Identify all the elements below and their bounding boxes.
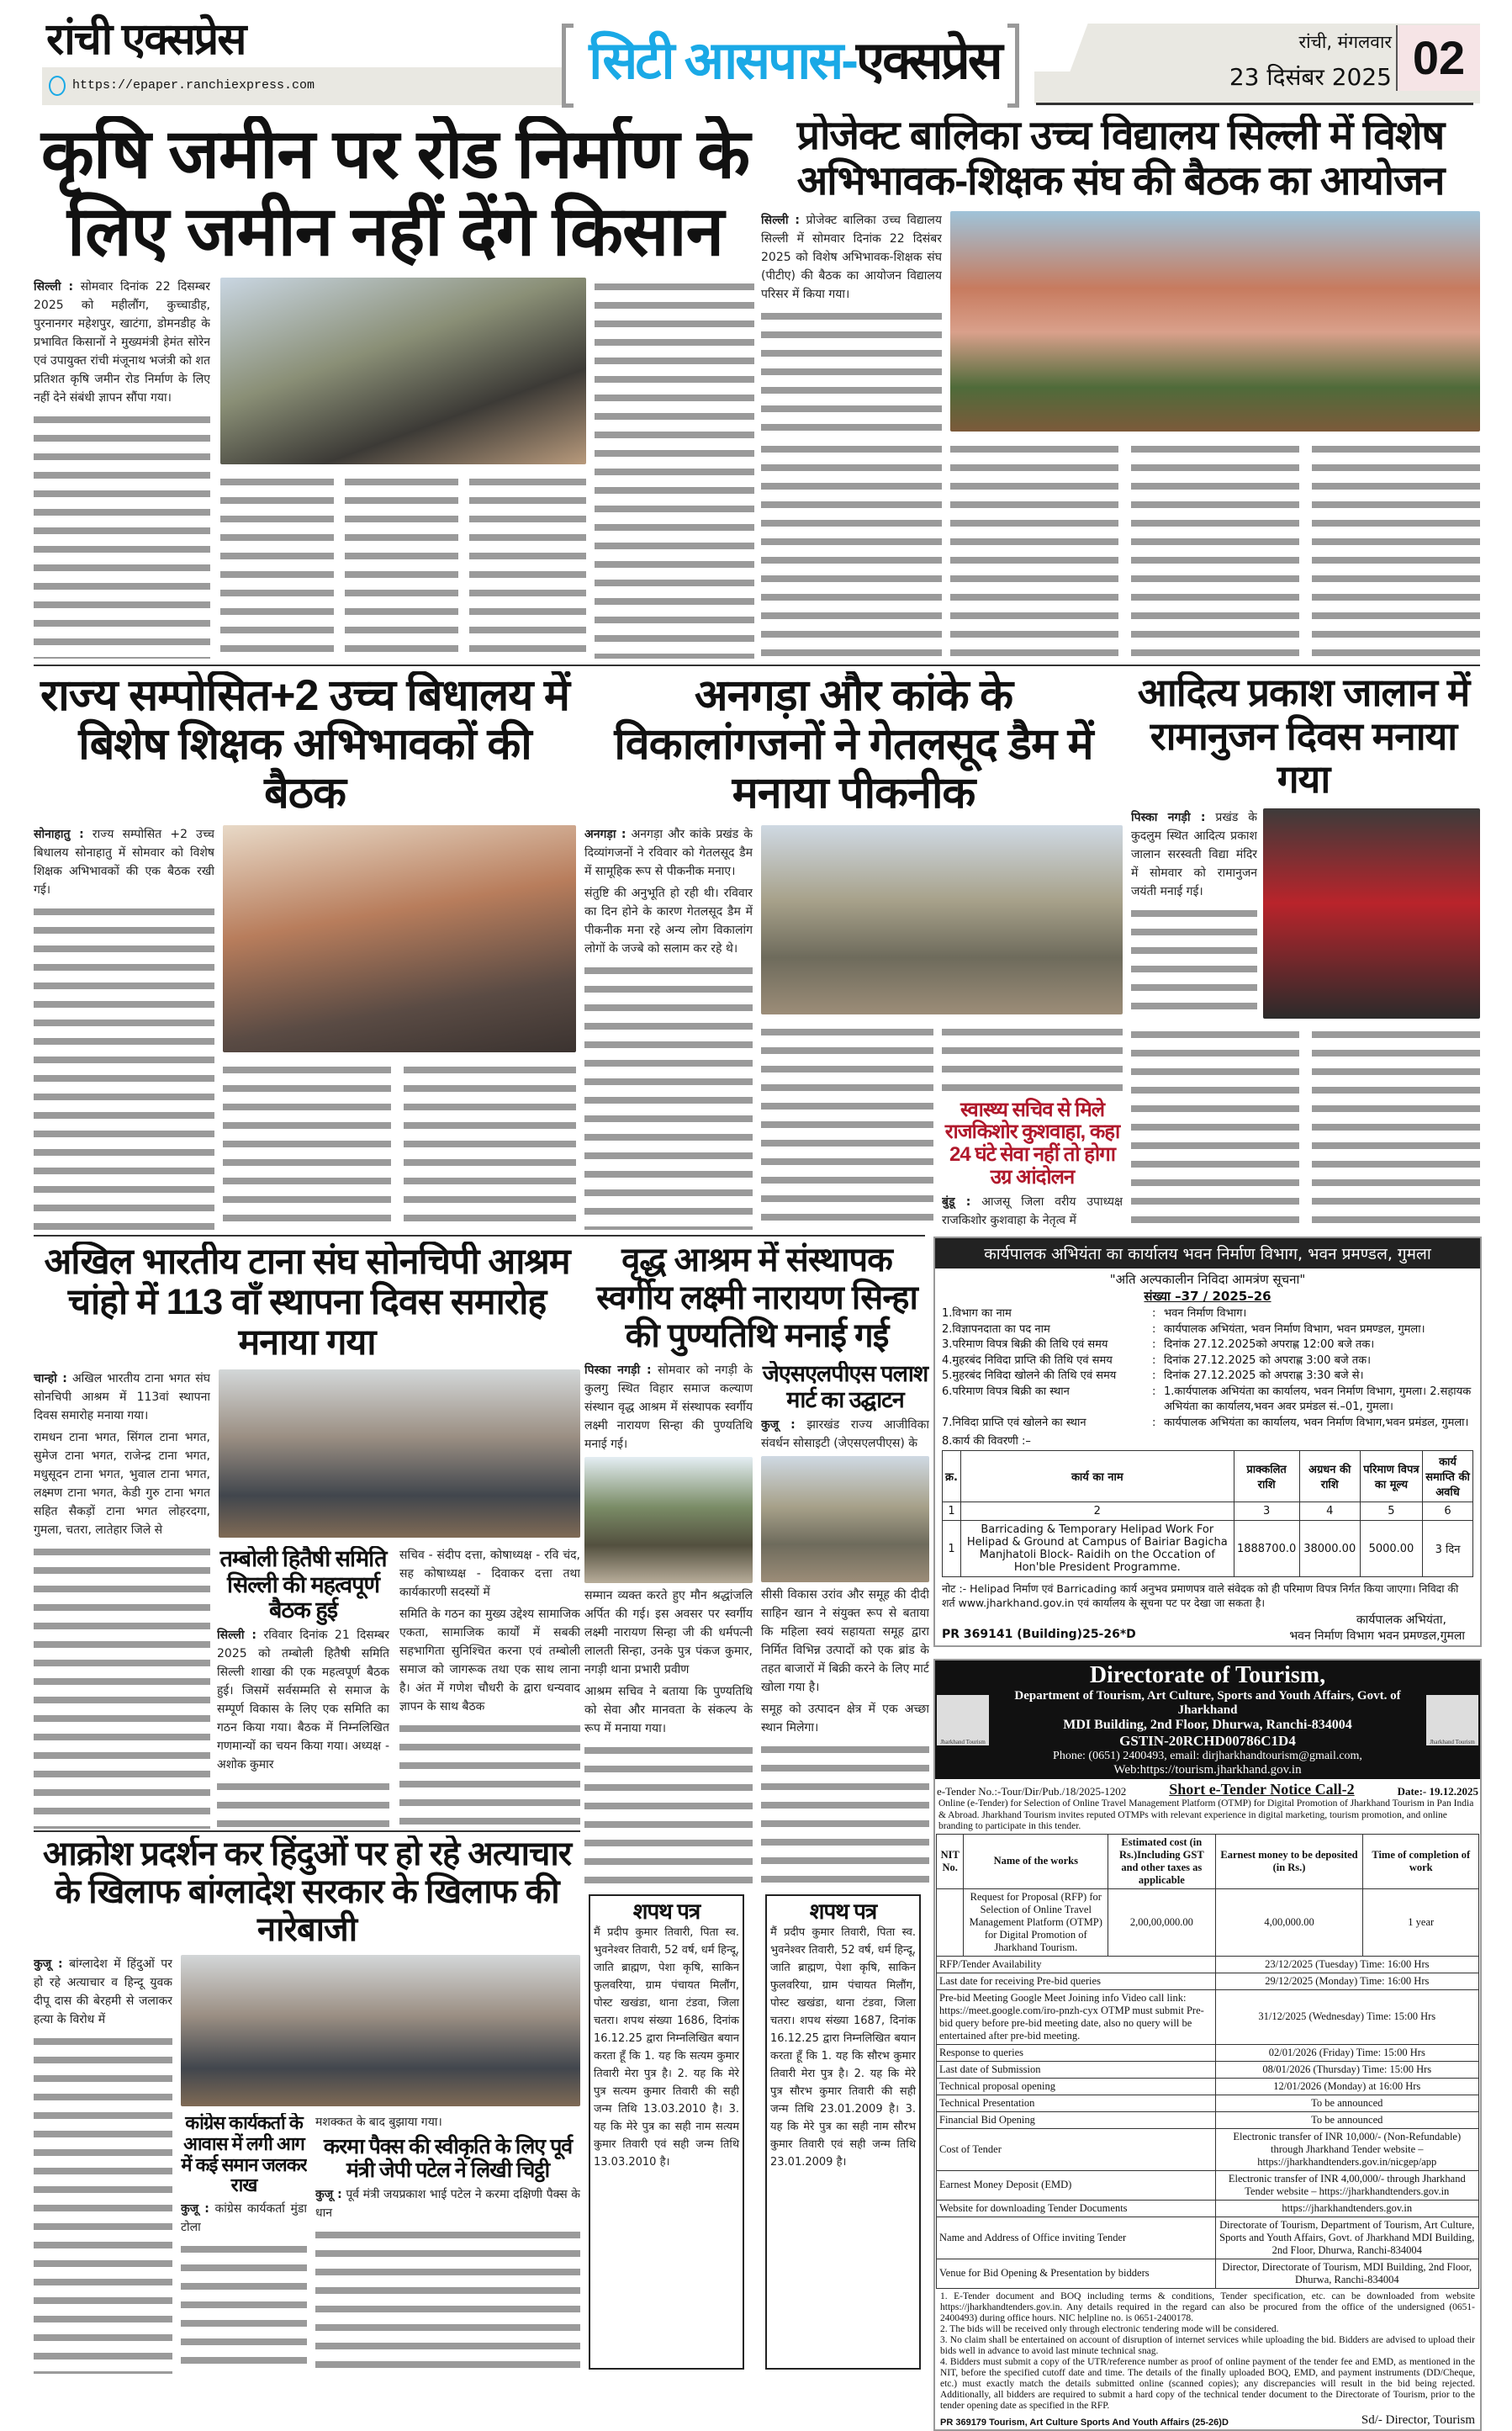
story-text: सचिव - संदीप दत्ता, कोषाध्यक्ष - रवि चंद, सह कोषाध्यक्ष - दिवाकर दत्ता तथा कार्यकारणी सदस्यों में [399, 1549, 580, 1600]
text-column [761, 1023, 933, 1230]
table-index: 6 [1423, 1502, 1473, 1521]
field-label: 3.परिमाण विपत्र बिक्री की तिथि एवं समय [942, 1338, 1108, 1351]
table-header: Name of the works [964, 1834, 1108, 1888]
text-column [315, 2226, 580, 2374]
ad-pr: PR 369141 (Building)25-26*D [942, 1628, 1136, 1641]
schedule-label: Name and Address of Office inviting Tender [937, 2216, 1216, 2259]
text-column [584, 961, 753, 1230]
story-text: बांग्लादेश में हिंदुओं पर हो रहे अत्याचार व हिन्दू युवक दीपू दास की बेरहमी से जलाकर हत्या के विरोध में [34, 1957, 172, 2027]
schedule-label: Technical proposal opening [937, 2078, 1216, 2095]
headline-swasthya: स्वास्थ्य सचिव से मिले राजकिशोर कुशवाहा, कहा 24 घंटे सेवा नहीं तो होगा उग्र आंदोलन [944, 1098, 1120, 1189]
schedule-label: Financial Bid Opening [937, 2111, 1216, 2128]
story-text: पूर्व मंत्री जयप्रकाश भाई पटेल ने करमा दक्षिणी पैक्स के धान [315, 2188, 580, 2221]
field-value: दिनांक 27.12.2025 को अपराह्ण 3:00 बजे तक। [1164, 1353, 1372, 1367]
text-column [217, 1777, 389, 1829]
schedule-row [937, 2044, 1479, 2061]
story-balika-col1 [761, 211, 942, 432]
text-column [469, 473, 586, 659]
text-column [34, 410, 210, 659]
story-angara-col1 [584, 825, 753, 1230]
schedule-value: 02/01/2026 (Friday) Time: 15:00 Hrs [1215, 2044, 1478, 2061]
bracket-right [1007, 24, 1019, 108]
field-label: 4.मुहरबंद निविदा प्राप्ति की तिथि एवं समय [942, 1353, 1113, 1367]
schedule-label: Last date for receiving Pre-bid queries [937, 1973, 1216, 1989]
photo-farmers [220, 278, 586, 464]
text-column [950, 440, 1118, 659]
headline-karma: करमा पैक्स की स्वीकृति के लिए पूर्व मंत्री जेपी पटेल ने लिखी चिट्ठी [323, 2135, 573, 2183]
ad-header: कार्यपालक अभियंता का कार्यालय भवन निर्माण विभाग, भवन प्रमण्डल, गुमला [935, 1238, 1480, 1268]
table-index: 4 [1299, 1502, 1360, 1521]
date-rule [1036, 103, 1473, 105]
ad-number: संख्या –37 / 2025–26 [1144, 1289, 1271, 1304]
schedule-row [937, 1989, 1479, 2044]
headline-sonahatu: राज्य सम्पोसित+2 उच्च बिधालय में बिशेष शिक्षक अभिभावकों की बैठक [40, 671, 569, 818]
text-column [223, 1061, 391, 1230]
story-text: रविवार दिनांक 21 दिसम्बर 2025 को तम्बोली हितैषी समिति सिल्ली शाखा की एक महत्वपूर्ण बैठक हुई। जिसमें सर्वसम्मति से समाज के सम्पूर्ण विकास के लिए एक समिति का गठन किया गया। बैठक में निम्नलिखित गणमान्यों का चयन किया गया। अध्यक्ष - अशोक कुमार [217, 1629, 389, 1772]
ad-field-row [942, 1369, 1473, 1385]
headline-tamboli: तम्बोली हितैषी समिति सिल्ली की महत्वपूर्ण बैठक हुई [219, 1546, 387, 1623]
story-tana-content [34, 1369, 580, 1829]
text-column [404, 1061, 576, 1230]
schedule-label: Response to queries [937, 2044, 1216, 2061]
schedule-value: Electronic transfer of INR 10,000/- (Non-Refundable) through Jharkhand Tender website – https://jharkhandtenders.gov.in/nicgep/app [1215, 2128, 1478, 2170]
ad-field-row [942, 1416, 1473, 1432]
table-header: Earnest money to be deposited (in Rs.) [1215, 1834, 1363, 1888]
table-cell: 5000.00 [1360, 1521, 1422, 1577]
story-aakrosh [34, 1835, 580, 2374]
dateline: सिल्ली : [217, 1629, 257, 1643]
tender-number: e-Tender No.:-Tour/Dir/Pub./18/2025-1202 [937, 1785, 1127, 1798]
schedule-value: Electronic transfer of INR 4,00,000/- through Jharkhand Tender website – https://jharkhandtenders.gov.in [1215, 2170, 1478, 2200]
dateline: सिल्ली : [761, 213, 801, 227]
story-text: अखिल भारतीय टाना भगत संघ सोनचिपी आश्रम में 113वां स्थापना दिवस समारोह मनाया गया। [34, 1372, 210, 1423]
dateline: पिस्का नगड़ी : [1131, 810, 1206, 824]
tourism-table [936, 1834, 1479, 2289]
field-colon: : [1152, 1385, 1156, 1398]
table-index: 3 [1234, 1502, 1299, 1521]
story-balika [761, 114, 1480, 659]
story-tana-col1 [34, 1369, 210, 1829]
photo-ramanujan [1263, 808, 1480, 1019]
text-column [584, 1741, 753, 1889]
schedule-row [937, 1973, 1479, 1989]
story-text: अनगड़ा और कांके प्रखंड के दिव्यांगजनों ने रविवार को गेतलसूद डैम में सामूहिक रूप से पीकनीक मनाए। [584, 827, 753, 878]
story-angara [584, 671, 1123, 1230]
story-congress [181, 2113, 307, 2374]
divider [34, 665, 1480, 666]
text-column [34, 903, 214, 1230]
photo-protest [181, 1955, 580, 2106]
tender-note: 3. No claim shall be entertained on account of disruption of internet services while uploading the bid. Bidders are advised to upload their bids well in advance to avoid last minute technical snag. [940, 2334, 1475, 2356]
headline-aakrosh: आक्रोश प्रदर्शन कर हिंदुओं पर हो रहे अत्याचार के खिलाफ बांग्लादेश सरकार के खिलाफ की नारेबाजी [42, 1835, 572, 1948]
field-value: भवन निर्माण विभाग। [1164, 1307, 1247, 1320]
story-angara-content [584, 825, 1123, 1230]
jharkhand-tourism-logo-left: Jharkhand Tourism [937, 1695, 989, 1745]
text-column [34, 1543, 210, 1829]
headline-tana: अखिल भारतीय टाना संघ सोनचिपी आश्रम चांहो में 113 वाँ स्थापना दिवस समारोह मनाया गया [44, 1242, 570, 1364]
ad-title: "अति अल्पकालीन निविदा आमत्रंण सूचना" [1109, 1272, 1306, 1287]
tourism-dept: Department of Tourism, Art Culture, Sports and Youth Affairs, Govt. of Jharkhand [1014, 1689, 1401, 1717]
ads-column [933, 1237, 1482, 2431]
table-cell: Request for Proposal (RFP) for Selection of Online Travel Management Platform (OTMP) for Digital Promotion of Jharkhand Tourism. [964, 1888, 1108, 1956]
table-index: 5 [1360, 1502, 1422, 1521]
issue-date: 23 दिसंबर 2025 [1229, 63, 1392, 91]
text-column [1312, 1025, 1480, 1230]
photo-tana [219, 1369, 580, 1538]
schedule-row [937, 2061, 1479, 2078]
story-text: सीसी विकास उरांव और समूह की दीदी साहिन खान ने संयुक्त रूप से बताया कि महिला स्वयं सहायता समूह द्वारा निर्मित विभिन्न उत्पादों को एक ब्रांड के तहत बाजारों में बिक्री करने के लिए मार्ट खोला गया है। [761, 1587, 929, 1694]
story-text: आश्रम सचिव ने बताया कि पुण्यतिथि को सेवा और मानवता के संकल्प के रूप में मनाया गया। [584, 1685, 753, 1736]
schedule-row [937, 2111, 1479, 2128]
text-column [761, 440, 942, 659]
text-column [345, 473, 458, 659]
notice-title: Short e-Tender Notice Call-2 [1169, 1781, 1355, 1798]
table-cell: 2,00,00,000.00 [1108, 1888, 1215, 1956]
schedule-value: 08/01/2026 (Thursday) Time: 15:00 Hrs [1215, 2061, 1478, 2078]
ad-field-row [942, 1306, 1473, 1322]
story-text: झारखंड राज्य आजीविका संवर्धन सोसाइटी (जेएसएलपीएस) के [761, 1417, 929, 1450]
tender-date: Date:- 19.12.2025 [1397, 1785, 1478, 1798]
tender-ad-building [933, 1237, 1482, 1647]
tender-ad-tourism [933, 1659, 1482, 2431]
field-colon: : [1152, 1322, 1156, 1336]
table-cell: Barricading & Temporary Helipad Work For Helipad & Ground at Campus of Bairiar Bagicha Manjhatoli Block- Raidih on the Occation of Hon'ble President Programme. [960, 1521, 1234, 1577]
field-colon: : [1152, 1416, 1156, 1429]
field-label: 7.निविदा प्राप्ति एवं खोलने का स्थान [942, 1416, 1086, 1429]
ad-note: नोट :- Helipad निर्माण एवं Barricading कार्य अनुभव प्रमाणपत्र वाले संवेदक को ही परिमाण विपत्र निर्गत किया जाएगा। निविदा की शर्त www.jharkhand.gov.in एवं कार्यालय के सूचना पट पर देखा जा सकता है। [942, 1582, 1459, 1609]
dateline: कुजू : [315, 2188, 342, 2202]
tourism-address: MDI Building, 2nd Floor, Dhurwa, Ranchi-834004 [1063, 1718, 1352, 1732]
story-vriddh-content [584, 1361, 929, 1889]
schedule-row [937, 2259, 1479, 2288]
schedule-label: Website for downloading Tender Documents [937, 2200, 1216, 2216]
photo-school [950, 211, 1480, 432]
dateline: सोनाहातु : [34, 827, 84, 841]
schedule-label: Technical Presentation [937, 2095, 1216, 2111]
schedule-value: 12/01/2026 (Monday) at 16:00 Hrs [1215, 2078, 1478, 2095]
schedule-value: Director, Directorate of Tourism, MDI Building, 2nd Floor, Dhurwa, Ranchi-834004 [1215, 2259, 1478, 2288]
schedule-value: To be announced [1215, 2111, 1478, 2128]
table-header: क्र. [943, 1451, 961, 1502]
globe-icon [49, 76, 66, 96]
affidavit-text: मैं प्रदीप कुमार तिवारी, पिता स्व. भुवनेश्वर तिवारी, 52 वर्ष, धर्म हिन्दू, जाति ब्राह्मण, पेशा कृषि, साकिन फुलवरिया, ग्राम पंचायत मिलौंग, पोस्ट खखंडा, थाना टंडवा, जिला चतरा। शपथ संख्या 1686, दिनांक 16.12.25 द्वारा निम्नलिखित बयान करता हूँ कि 1. यह कि सत्यम कुमार तिवारी मेरा पुत्र है। 2. यह कि मेरे पुत्र सत्यम कुमार तिवारी की सही जन्म तिथि 13.03.2010 है। 3. यह कि मेरे पुत्र का सही नाम सत्यम कुमार तिवारी एवं सही जन्म तिथि 13.03.2010 है। [594, 1926, 740, 2169]
story-tana [34, 1242, 580, 1829]
epaper-url[interactable]: https://epaper.ranchiexpress.com [72, 78, 315, 93]
work-label: 8.कार्य की विवरणी :– [942, 1435, 1031, 1448]
headline-balika: प्रोजेक्ट बालिका उच्च विद्यालय सिल्ली में विशेष अभिभावक-शिक्षक संघ की बैठक का आयोजन [796, 114, 1445, 204]
ad-fields [935, 1305, 1480, 1433]
table-header: कार्य का नाम [960, 1451, 1234, 1502]
jharkhand-tourism-logo-right: Jharkhand Tourism [1426, 1695, 1478, 1745]
field-colon: : [1152, 1353, 1156, 1367]
headline-jalan: आदित्य प्रकाश जालान में रामानुजन दिवस मनाया गया [1137, 671, 1470, 802]
schedule-label: Pre-bid Meeting Google Meet Joining info Video call link: https://meet.google.com/iro-pnzh-cyx OTMP must submit Pre-bid query before pre-bid meeting date, also no query will be entertained after pre-bid meeting. [937, 1989, 1216, 2044]
story-sonahatu [34, 671, 576, 1230]
photo-picnic [761, 825, 1123, 1014]
story-text: मशक्कत के बाद बुझाया गया। [315, 2116, 442, 2130]
table-header: Estimated cost (in Rs.)Including GST and other taxes as applicable [1108, 1834, 1215, 1888]
affidavit-title: शपथ पत्र [809, 1899, 877, 1924]
dateline: बुंडू : [942, 1195, 971, 1209]
photo-mart [761, 1456, 929, 1582]
text-column [1131, 1025, 1299, 1230]
story-tamboli-col2 [399, 1546, 580, 1829]
bracket-left [562, 24, 574, 108]
table-cell: 4,00,000.00 [1215, 1888, 1363, 1956]
field-value: 1.कार्यपालक अभियंता का कार्यालय, भवन निर्माण विभाग, गुमला। 2.सहायक अभियंता का कार्यालय,भवन अवर प्रमंडल सं.–01, गुमला। [1164, 1385, 1472, 1413]
story-text: समूह को उत्पादन क्षेत्र में एक अच्छा स्थान मिलेगा। [761, 1702, 929, 1735]
tourism-web[interactable]: Web:https://tourism.jharkhand.gov.in [1113, 1763, 1302, 1777]
divider [34, 1830, 580, 1832]
section-title [580, 32, 1009, 90]
story-text: सोमवार को नगड़ी के कुलगु स्थित विहार समाज कल्याण संस्थान वृद्ध आश्रम में संस्थापक स्वर्गीय लक्ष्मी नारायण सिन्हा की पुण्यतिथि मनाई गई। [584, 1364, 753, 1452]
field-colon: : [1152, 1369, 1156, 1382]
table-index: 2 [960, 1502, 1234, 1521]
photo-ashram [584, 1457, 753, 1583]
ad-field-row [942, 1337, 1473, 1353]
story-jalan-content [1127, 808, 1480, 1230]
story-jslps [761, 1361, 929, 1889]
place-day: रांची, मंगलवार [1298, 32, 1392, 52]
text-column [399, 1719, 580, 1829]
schedule-row [937, 2216, 1479, 2259]
text-column [1131, 904, 1257, 1019]
story-text: सोमवार दिनांक 22 दिसम्बर 2025 को महीलौंग, कुच्चाडीह, पुरनानगर महेशपुर, खाटंगा, डोमनडीह के प्रभावित किसानों ने मुख्यमंत्री हेमंत सोरेन एवं उपायुक्त रांची मंजूनाथ भजंत्री को शत प्रतिशत कृषि जमीन रोड निर्माण के लिए नहीं देने संबंधी ज्ञापन सौंपा गया। [34, 279, 210, 405]
story-jalan-col1 [1131, 808, 1257, 1019]
text-column [761, 1740, 929, 1889]
tourism-gstin: GSTIN-20RCHD00786C1D4 [1119, 1733, 1296, 1749]
schedule-row [937, 2078, 1479, 2095]
dateline: अनगड़ा : [584, 827, 626, 841]
headline-krishi: कृषि जमीन पर रोड निर्माण के लिए जमीन नहीं देंगे किसान [40, 116, 750, 270]
table-header: NIT No. [937, 1834, 964, 1888]
story-text: राज्य सम्पोसित +2 उच्च बिधालय सोनाहातु में सोमवार को विशेष शिक्षक अभिभावकों की एक बैठक रखी गई। [34, 827, 214, 897]
dateline: कुजू : [34, 1957, 63, 1972]
table-index: 1 [943, 1502, 961, 1521]
field-label: 1.विभाग का नाम [942, 1307, 1012, 1320]
ad-sign2: भवन निर्माण विभाग भवन प्रमण्डल,गुमला [1289, 1629, 1465, 1643]
tender-note: 4. Bidders must submit a copy of the UTR/reference number as proof of online payment of the tender fee and EMD, as mentioned in the NIT, before the specified cutoff date and time. The details of the finally uploaded BOQ, EMD, and payment instruments (DD/Cheque, etc.) must exactly match the details submitted online (scanned copies); any discrepancies will result in the bid being rejected. Additionally, all bidders are required to submit a hard copy of the technical tender document to the Directorate of Tourism, prior to the tender opening date as specified in the RFP. [940, 2356, 1475, 2411]
table-header: परिमाण विपत्र का मूल्य [1360, 1451, 1422, 1502]
schedule-row [937, 2170, 1479, 2200]
table-cell [937, 1888, 964, 1956]
schedule-value: 31/12/2025 (Wednesday) Time: 15:00 Hrs [1215, 1989, 1478, 2044]
text-column [595, 278, 754, 659]
dateline: चान्हो : [34, 1372, 67, 1386]
field-label: 5.मुहरबंद निविदा खोलने की तिथि एवं समय [942, 1369, 1117, 1382]
tender-intro: Online (e-Tender) for Selection of Online Travel Management Platform (OTMP) for Digital Promotion of Jharkhand Tourism in Pan India & Abroad. Jharkhand Tourism invites reputed OTMPs with relevant experience in digital marketing, tourism promotion, and online branding to participate in this tender. [938, 1798, 1474, 1831]
schedule-label: Venue for Bid Opening & Presentation by bidders [937, 2259, 1216, 2288]
tender-notes [935, 2290, 1480, 2413]
field-label: 6.परिमाण विपत्र बिक्री का स्थान [942, 1385, 1070, 1398]
story-tamboli-col1 [217, 1546, 389, 1829]
field-value: कार्यपालक अभियंता का कार्यालय, भवन निर्माण विभाग,भवन प्रमंडल, गुमला। [1164, 1416, 1469, 1429]
schedule-label: Earnest Money Deposit (EMD) [937, 2170, 1216, 2200]
tourism-header [935, 1660, 1480, 1779]
schedule-label: Last date of Submission [937, 2061, 1216, 2078]
tourism-title: Directorate of Tourism, [1089, 1662, 1326, 1688]
story-text: रामधन टाना भगत, सिंगल टाना भगत, सुमेज टाना भगत, राजेन्द्र टाना भगत, मधुसूदन टाना भगत, भुवाल टाना भगत, लक्ष्मण टाना भगत, केडी गुरु टाना भगत सहित सैकड़ों टाना भगत लोहरदगा, गुमला, चतरा, लातेहार जिले से [34, 1431, 210, 1538]
work-table [942, 1450, 1473, 1577]
schedule-value: To be announced [1215, 2095, 1478, 2111]
text-column [220, 473, 334, 659]
affidavit-title: शपथ पत्र [632, 1899, 700, 1924]
ad-field-row [942, 1385, 1473, 1416]
field-value: दिनांक 27.12.2025को अपराह्ण 12:00 बजे तक। [1164, 1338, 1375, 1351]
table-cell: 3 दिन [1423, 1521, 1473, 1577]
field-colon: : [1152, 1307, 1156, 1320]
story-karma [315, 2113, 580, 2374]
affidavit-text: मैं प्रदीप कुमार तिवारी, पिता स्व. भुवनेश्वर तिवारी, 52 वर्ष, धर्म हिन्दू, जाति ब्राह्मण, पेशा कृषि, साकिन फुलवरिया, ग्राम पंचायत मिलौंग, पोस्ट खखंडा, थाना टंडवा, जिला चतरा। शपथ संख्या 1687, दिनांक 16.12.25 द्वारा निम्नलिखित बयान करता हूँ कि 1. यह कि सौरभ कुमार तिवारी मेरा पुत्र है। 2. यह कि मेरे पुत्र सौरभ कुमार तिवारी की सही जन्म तिथि 23.01.2009 है। 3. यह कि मेरे पुत्र का सही नाम सौरभ कुमार तिवारी एवं सही जन्म तिथि 23.01.2009 है। [770, 1926, 917, 2169]
story-text: संतुष्टि की अनुभूति हो रही थी। रविवार का दिन होने के कारण गेतलसूद डैम में पीकनीक मना रहे अन्य लोग विकालांग लोगों के जज्बे को सलाम कर रहे थे। [584, 886, 753, 956]
table-header: कार्य समाप्ति की अवधि [1423, 1451, 1473, 1502]
table-cell: 1888700.0 [1234, 1521, 1299, 1577]
story-text: सम्मान व्यक्त करते हुए मौन श्रद्धांजलि अर्पित की गई। इस अवसर पर स्वर्गीय लक्ष्मी नारायण सिन्हा जी की धर्मपत्नी लालती सिन्हा, उनके पुत्र पंकज कुमार, नगड़ी थाना प्रभारी प्रवीण [584, 1589, 753, 1677]
dateline: सिल्ली : [34, 279, 74, 294]
tourism-contact: Phone: (0651) 2400493, email: dirjharkhandtourism@gmail.com, [1053, 1750, 1362, 1762]
tourism-pr: PR 369179 Tourism, Art Culture Sports And Youth Affairs (25-26)D [940, 2417, 1229, 2428]
story-aakrosh-col1 [34, 1955, 172, 2374]
affidavit-1 [589, 1894, 744, 2370]
table-cell: 1 [943, 1521, 961, 1577]
text-column [942, 1023, 1123, 1096]
schedule-row [937, 2200, 1479, 2216]
story-sonahatu-content [34, 825, 576, 1230]
affidavit-2 [765, 1894, 921, 2370]
ad-sign1: कार्यपालक अभियंता, [1356, 1613, 1446, 1627]
field-value: दिनांक 27.12.2025 को अपराह्ण 3:30 बजे से। [1164, 1369, 1364, 1382]
schedule-row [937, 1956, 1479, 1973]
schedule-label: RFP/Tender Availability [937, 1956, 1216, 1973]
text-column [181, 2240, 307, 2374]
table-cell: 38000.00 [1299, 1521, 1360, 1577]
table-header: Time of completion of work [1363, 1834, 1479, 1888]
section-title-black: एक्सप्रेस [855, 32, 1001, 90]
story-krishi [34, 116, 757, 659]
story-krishi-content [34, 278, 757, 659]
story-balika-content [761, 211, 1480, 659]
story-text: कांग्रेस कार्यकर्ता मुंडा टोला [181, 2201, 307, 2234]
photo-meeting [223, 825, 576, 1052]
headline-congress: कांग्रेस कार्यकर्ता के आवास में लगी आग में कई समान जलकर राख [181, 2113, 307, 2196]
story-text: आजसू जिला वरीय उपाध्यक्ष राजकिशोर कुशवाहा के नेतृत्व में [942, 1195, 1123, 1227]
divider [34, 1235, 925, 1237]
field-value: कार्यपालक अभियंता, भवन निर्माण विभाग, भवन प्रमण्डल, गुमला। [1164, 1322, 1425, 1336]
story-vriddh-col1 [584, 1361, 753, 1889]
story-text: समिति के गठन का मुख्य उद्देश्य सामाजिक एकता, सामाजिक कार्यों में सबकी सहभागिता सुनिश्चित करना एवं तम्बोली समाज को जागरूक तथा एक साथ लाना है। अंत में गणेश चौधरी के द्वारा धन्यवाद ज्ञापन के साथ बैठक [399, 1607, 580, 1714]
text-column [1312, 440, 1480, 659]
schedule-value: Directorate of Tourism, Department of Tourism, Art Culture, Sports and Youth Affairs, Govt. of Jharkhand MDI Building, 2nd Floor, Dhurwa, Ranchi-834004 [1215, 2216, 1478, 2259]
table-header: प्राक्कलित राशि [1234, 1451, 1299, 1502]
text-column [761, 307, 942, 432]
table-cell: 1 year [1363, 1888, 1479, 1956]
story-vriddh [584, 1242, 929, 1889]
schedule-value: 29/12/2025 (Monday) Time: 16:00 Hrs [1215, 1973, 1478, 1989]
tender-note: 1. E-Tender document and BOQ including terms & conditions, Tender specification, etc. can be downloaded from website https://jharkhandtenders.gov.in. Any details required in the regard can also be procured from the office of the undersigned (0651-2400493) during office hours. NIC helpline no. is 0651-2400178. [940, 2291, 1475, 2323]
table-header: अग्रधन की राशि [1299, 1451, 1360, 1502]
field-colon: : [1152, 1338, 1156, 1351]
story-swasthya [942, 1023, 1123, 1230]
dateline: पिस्का नगड़ी : [584, 1364, 652, 1378]
story-jalan [1127, 671, 1480, 1230]
story-sonahatu-col1 [34, 825, 214, 1230]
tender-note: 2. The bids will be received only through electronic tendering mode will be considered. [940, 2323, 1279, 2334]
page-number: 02 [1396, 25, 1480, 91]
tourism-sign: Sd/- Director, Tourism [1361, 2412, 1475, 2427]
headline-jslps: जेएसएलपीएस पलाश मार्ट का उद्घाटन [762, 1361, 928, 1412]
newspaper-logo: रांची एक्सप्रेस [46, 15, 246, 64]
schedule-value: https://jharkhandtenders.gov.in [1215, 2200, 1478, 2216]
story-text: प्रखंड के कुदलुम स्थित आदित्य प्रकाश जालान सरस्वती विद्या मंदिर में सोमवार को रामानुजन जयंती मनाई गई। [1131, 810, 1257, 898]
schedule-row [937, 2095, 1479, 2111]
headline-vriddh: वृद्ध आश्रम में संस्थापक स्वर्गीय लक्ष्मी नारायण सिन्हा की पुण्यतिथि मनाई गई [596, 1242, 917, 1354]
story-krishi-col1 [34, 278, 210, 659]
schedule-row [937, 2128, 1479, 2170]
dateline: कुजू : [761, 1417, 796, 1432]
text-column [34, 2032, 172, 2374]
schedule-value: 23/12/2025 (Tuesday) Time: 16:00 Hrs [1215, 1956, 1478, 1973]
dateline: कुजू : [181, 2201, 209, 2216]
ad-field-row [942, 1322, 1473, 1338]
schedule-label: Cost of Tender [937, 2128, 1216, 2170]
story-text: प्रोजेक्ट बालिका उच्च विद्यालय सिल्ली में सोमवार दिनांक 22 दिसंबर 2025 को विशेष अभिभावक-शिक्षक संघ (पीटीए) की बैठक का आयोजन विद्यालय परिसर में किया गया। [761, 213, 942, 301]
section-title-cyan: सिटी आसपास- [589, 32, 856, 90]
text-column [1131, 440, 1299, 659]
story-aakrosh-content [34, 1955, 580, 2374]
field-label: 2.विज्ञापनदाता का पद नाम [942, 1322, 1050, 1336]
headline-angara: अनगड़ा और कांके के विकालांगजनों ने गेतलसूद डैम में मनाया पीकनीक [614, 671, 1093, 818]
ad-field-row [942, 1353, 1473, 1369]
